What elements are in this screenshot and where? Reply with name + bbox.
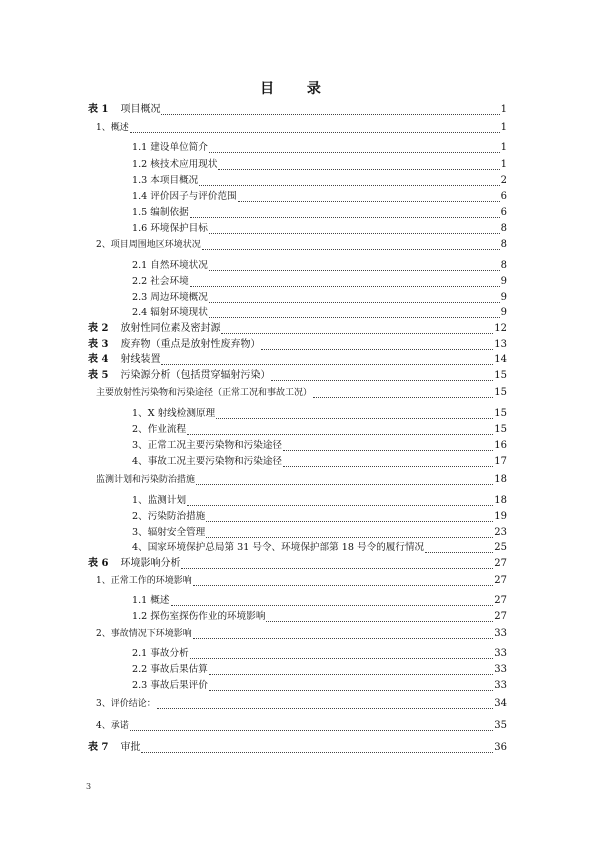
toc-label: 1.1 概述 xyxy=(132,595,170,606)
toc-entry[interactable] xyxy=(132,190,507,203)
toc-entry[interactable] xyxy=(88,353,507,366)
toc-table-number: 表 7 xyxy=(88,742,109,753)
toc-label: 2、项目周围地区环境状况 xyxy=(96,240,201,250)
toc-leader xyxy=(313,388,493,398)
toc-label: 项目概况 xyxy=(120,104,161,115)
toc-leader xyxy=(425,543,493,553)
toc-entry[interactable] xyxy=(96,473,507,486)
toc-leader xyxy=(161,105,499,115)
toc-leader xyxy=(196,475,493,485)
toc-page-number: 18 xyxy=(494,495,507,506)
toc-label: 2.4 辐射环境现状 xyxy=(132,307,208,318)
toc-label: 审批 xyxy=(120,742,141,753)
toc-leader xyxy=(209,261,500,271)
toc-page-number: 36 xyxy=(494,742,507,753)
toc-page-number: 27 xyxy=(494,575,507,586)
toc-leader xyxy=(171,596,494,606)
toc-page-number: 9 xyxy=(500,292,507,303)
toc-entry[interactable] xyxy=(88,369,507,382)
toc-entry[interactable] xyxy=(96,574,507,587)
toc-leader xyxy=(221,324,493,334)
toc-page-number: 12 xyxy=(494,323,507,334)
toc-leader xyxy=(271,371,493,381)
toc-leader xyxy=(141,743,493,753)
toc-label: 2.1 事故分析 xyxy=(132,648,189,659)
toc-page-number: 33 xyxy=(494,648,507,659)
toc-page-number: 13 xyxy=(494,339,507,350)
toc-label: 4、事故工况主要污染物和污染途径 xyxy=(132,456,283,467)
toc-leader xyxy=(238,192,500,202)
toc-label: 2.1 自然环境状况 xyxy=(132,260,208,271)
toc-page-number: 6 xyxy=(500,191,507,202)
toc-table-number: 表 6 xyxy=(88,558,109,569)
toc-label: 1.1 建设单位简介 xyxy=(132,142,208,153)
toc-leader xyxy=(209,293,500,303)
toc-leader xyxy=(266,612,493,622)
toc-label: 2、事故情况下环境影响 xyxy=(96,629,192,639)
toc-entry[interactable] xyxy=(132,663,507,676)
page-footer-number: 3 xyxy=(86,782,92,791)
toc-entry[interactable] xyxy=(132,594,507,607)
toc-page-number: 35 xyxy=(494,720,507,731)
toc-label: 4、承诺 xyxy=(96,721,129,731)
toc-page-number: 15 xyxy=(494,424,507,435)
toc-entry[interactable] xyxy=(132,206,507,219)
toc-table-number: 表 1 xyxy=(88,104,109,115)
toc-label: 4、国家环境保护总局第 31 号令、环境保护部第 18 号令的履行情况 xyxy=(132,542,425,553)
toc-leader xyxy=(181,559,493,569)
toc-leader xyxy=(157,699,494,709)
toc-page-number: 8 xyxy=(500,223,507,234)
toc-page-number: 1 xyxy=(500,104,507,115)
toc-label: 1、正常工作的环境影响 xyxy=(96,576,192,586)
toc-entry[interactable] xyxy=(132,610,507,623)
toc-entry[interactable] xyxy=(132,679,507,692)
toc-entry[interactable] xyxy=(96,697,507,710)
toc-page-number: 16 xyxy=(494,440,507,451)
toc-leader xyxy=(218,160,499,170)
toc-label: 2.3 事故后果评价 xyxy=(132,680,208,691)
toc-page-number: 9 xyxy=(500,307,507,318)
toc-leader xyxy=(216,409,493,419)
toc-page-number: 34 xyxy=(494,698,507,709)
toc-page-number: 17 xyxy=(494,456,507,467)
toc-label: 1、监测计划 xyxy=(132,495,187,506)
toc-entry[interactable] xyxy=(132,423,507,436)
toc-label: 1.4 评价因子与评价范围 xyxy=(132,191,237,202)
toc-entry[interactable] xyxy=(96,386,507,399)
toc-page-number: 6 xyxy=(500,207,507,218)
toc-label: 3、正常工况主要污染物和污染途径 xyxy=(132,440,283,451)
toc-label: 放射性同位素及密封源 xyxy=(120,323,221,334)
toc-label: 1.6 环境保护目标 xyxy=(132,223,208,234)
toc-entry[interactable] xyxy=(132,439,507,452)
toc-label: 废弃物（重点是放射性废弃物） xyxy=(120,339,261,350)
toc-label: 污染源分析（包括贯穿辐射污染） xyxy=(120,370,271,381)
toc-leader xyxy=(206,512,493,522)
toc-leader xyxy=(261,340,493,350)
toc-leader xyxy=(187,425,493,435)
toc-page-number: 33 xyxy=(494,680,507,691)
toc-page-number: 1 xyxy=(500,159,507,170)
toc-page-number: 27 xyxy=(494,595,507,606)
toc-page-number: 18 xyxy=(494,474,507,485)
toc-entry[interactable] xyxy=(88,322,507,335)
toc-leader xyxy=(209,224,500,234)
toc-entry[interactable] xyxy=(96,719,507,732)
toc-page-number: 15 xyxy=(494,370,507,381)
toc-label: 1.3 本项目概况 xyxy=(132,175,199,186)
toc-entry[interactable] xyxy=(132,174,507,187)
toc-table-number: 表 3 xyxy=(88,339,109,350)
toc-leader xyxy=(193,576,494,586)
toc-leader xyxy=(190,649,494,659)
toc-entry[interactable] xyxy=(132,455,507,468)
toc-page-number: 33 xyxy=(494,628,507,639)
toc-leader xyxy=(187,496,493,506)
toc-page-number: 33 xyxy=(494,664,507,675)
toc-entry[interactable] xyxy=(132,407,507,420)
toc-label: 2.2 社会环境 xyxy=(132,276,189,287)
toc-page-number: 27 xyxy=(494,558,507,569)
toc-leader xyxy=(161,355,493,365)
toc-label: 3、评价结论： xyxy=(96,699,156,709)
toc-entry[interactable] xyxy=(96,627,507,640)
toc-page-number: 23 xyxy=(494,527,507,538)
toc-leader xyxy=(283,441,493,451)
toc-page-number: 15 xyxy=(494,408,507,419)
toc-label: 2、作业流程 xyxy=(132,424,187,435)
toc-entry[interactable] xyxy=(132,291,507,304)
toc-page-number: 19 xyxy=(494,511,507,522)
toc-label: 2.2 事故后果估算 xyxy=(132,664,208,675)
toc-entry[interactable] xyxy=(132,494,507,507)
toc-entry[interactable] xyxy=(132,526,507,539)
toc-leader xyxy=(209,143,500,153)
toc-label: 环境影响分析 xyxy=(120,558,181,569)
toc-leader xyxy=(199,176,499,186)
toc-leader xyxy=(190,208,500,218)
toc-table-number: 表 4 xyxy=(88,354,109,365)
toc-leader xyxy=(283,457,493,467)
toc-leader xyxy=(209,665,493,675)
toc-leader xyxy=(130,123,500,133)
toc-page-number: 15 xyxy=(494,387,507,398)
toc-entry[interactable] xyxy=(132,158,507,171)
toc-label: 主要放射性污染物和污染途径（正常工况和事故工况） xyxy=(96,388,313,398)
toc-page-number: 25 xyxy=(494,542,507,553)
toc-leader xyxy=(209,681,493,691)
toc-entry[interactable] xyxy=(132,510,507,523)
toc-page-number: 27 xyxy=(494,611,507,622)
toc-entry[interactable] xyxy=(96,238,507,251)
toc-label: 1、概述 xyxy=(96,123,129,133)
toc-leader xyxy=(130,721,494,731)
toc-label: 1.5 编制依据 xyxy=(132,207,189,218)
toc-label: 2.3 周边环境概况 xyxy=(132,292,208,303)
toc-entry[interactable] xyxy=(88,103,507,116)
toc-page-number: 1 xyxy=(500,122,507,133)
toc-entry[interactable] xyxy=(88,557,507,570)
toc-page-number: 1 xyxy=(500,142,507,153)
toc-table-number: 表 2 xyxy=(88,323,109,334)
toc-entry[interactable] xyxy=(132,141,507,154)
toc-entry[interactable] xyxy=(132,306,507,319)
toc-page-number: 8 xyxy=(500,239,507,250)
toc-leader xyxy=(206,528,493,538)
toc-entry[interactable] xyxy=(132,647,507,660)
toc-entry[interactable] xyxy=(88,741,507,754)
toc-leader xyxy=(193,629,494,639)
toc-entry[interactable] xyxy=(132,222,507,235)
toc-label: 1、X 射线检测原理 xyxy=(132,408,216,419)
toc-label: 2、污染防治措施 xyxy=(132,511,206,522)
toc-label: 1.2 核技术应用现状 xyxy=(132,159,218,170)
toc-page-number: 9 xyxy=(500,276,507,287)
toc-entry[interactable] xyxy=(132,275,507,288)
toc-page-number: 2 xyxy=(500,175,507,186)
page-title: 目 录 xyxy=(260,81,335,97)
toc-page-number: 8 xyxy=(500,260,507,271)
toc-entry[interactable] xyxy=(88,338,507,351)
toc-leader xyxy=(202,240,500,250)
toc-entry[interactable] xyxy=(132,259,507,272)
toc-label: 监测计划和污染防治措施 xyxy=(96,475,196,485)
toc-entry[interactable] xyxy=(132,541,507,554)
toc-entry[interactable] xyxy=(96,121,507,134)
toc-table-number: 表 5 xyxy=(88,370,109,381)
toc-page-number: 14 xyxy=(494,354,507,365)
toc-label: 射线装置 xyxy=(120,354,161,365)
toc-leader xyxy=(190,277,500,287)
toc-leader xyxy=(209,308,500,318)
toc-label: 1.2 探伤室探伤作业的环境影响 xyxy=(132,611,266,622)
toc-label: 3、辐射安全管理 xyxy=(132,527,206,538)
